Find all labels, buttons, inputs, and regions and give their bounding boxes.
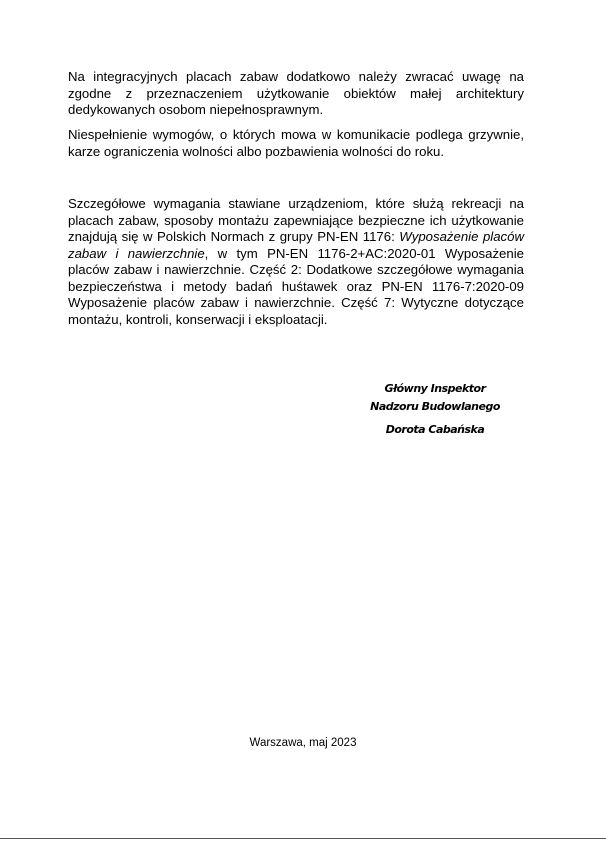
page-bottom-divider [0,838,606,839]
signature-name: Dorota Cabańska [385,423,485,436]
standards-text-part2: , w tym PN-EN 1176-2+AC:2020-01 Wyposażenie placów zabaw i nawierzchnie. Część 2: Dodatkowe szczegółowe wymagania bezpieczeństwa i metody badań huśtawek oraz PN-EN 1176-7:2020-09 Wyposażenie placów zabaw i nawierzchnie. Część 7: Wytyczne dotyczące montażu, kontroli, konserwacji i eksploatacji. [68,245,524,327]
paragraph-standards [68,196,524,328]
standards-italic-title: Wyposażenie placów zabaw i nawierzchnie [68,229,524,261]
signature-title-line1: Główny Inspektor [384,382,486,395]
standards-text-part1: Szczegółowe wymagania stawiane urządzeniom, które służą rekreacji na placach zabaw, sposoby montażu zapewniające bezpieczne ich użytkowanie znajdują się w Polskich Normach z grupy PN-EN 1176: [68,196,524,244]
place-and-date: Warszawa, maj 2023 [249,737,357,749]
paragraph-penalties: Niespełnienie wymogów, o których mowa w komunikacie podlega grzywnie, karze ograniczenia wolności albo pozbawienia wolności do roku. [68,127,524,159]
signature-title-line2: Nadzoru Budowlanego [370,400,500,413]
paragraph-integration-playgrounds: Na integracyjnych placach zabaw dodatkowo należy zwracać uwagę na zgodne z przeznaczeniem użytkowanie obiektów małej architektury dedykowanych osobom niepełnosprawnym. [68,69,524,117]
